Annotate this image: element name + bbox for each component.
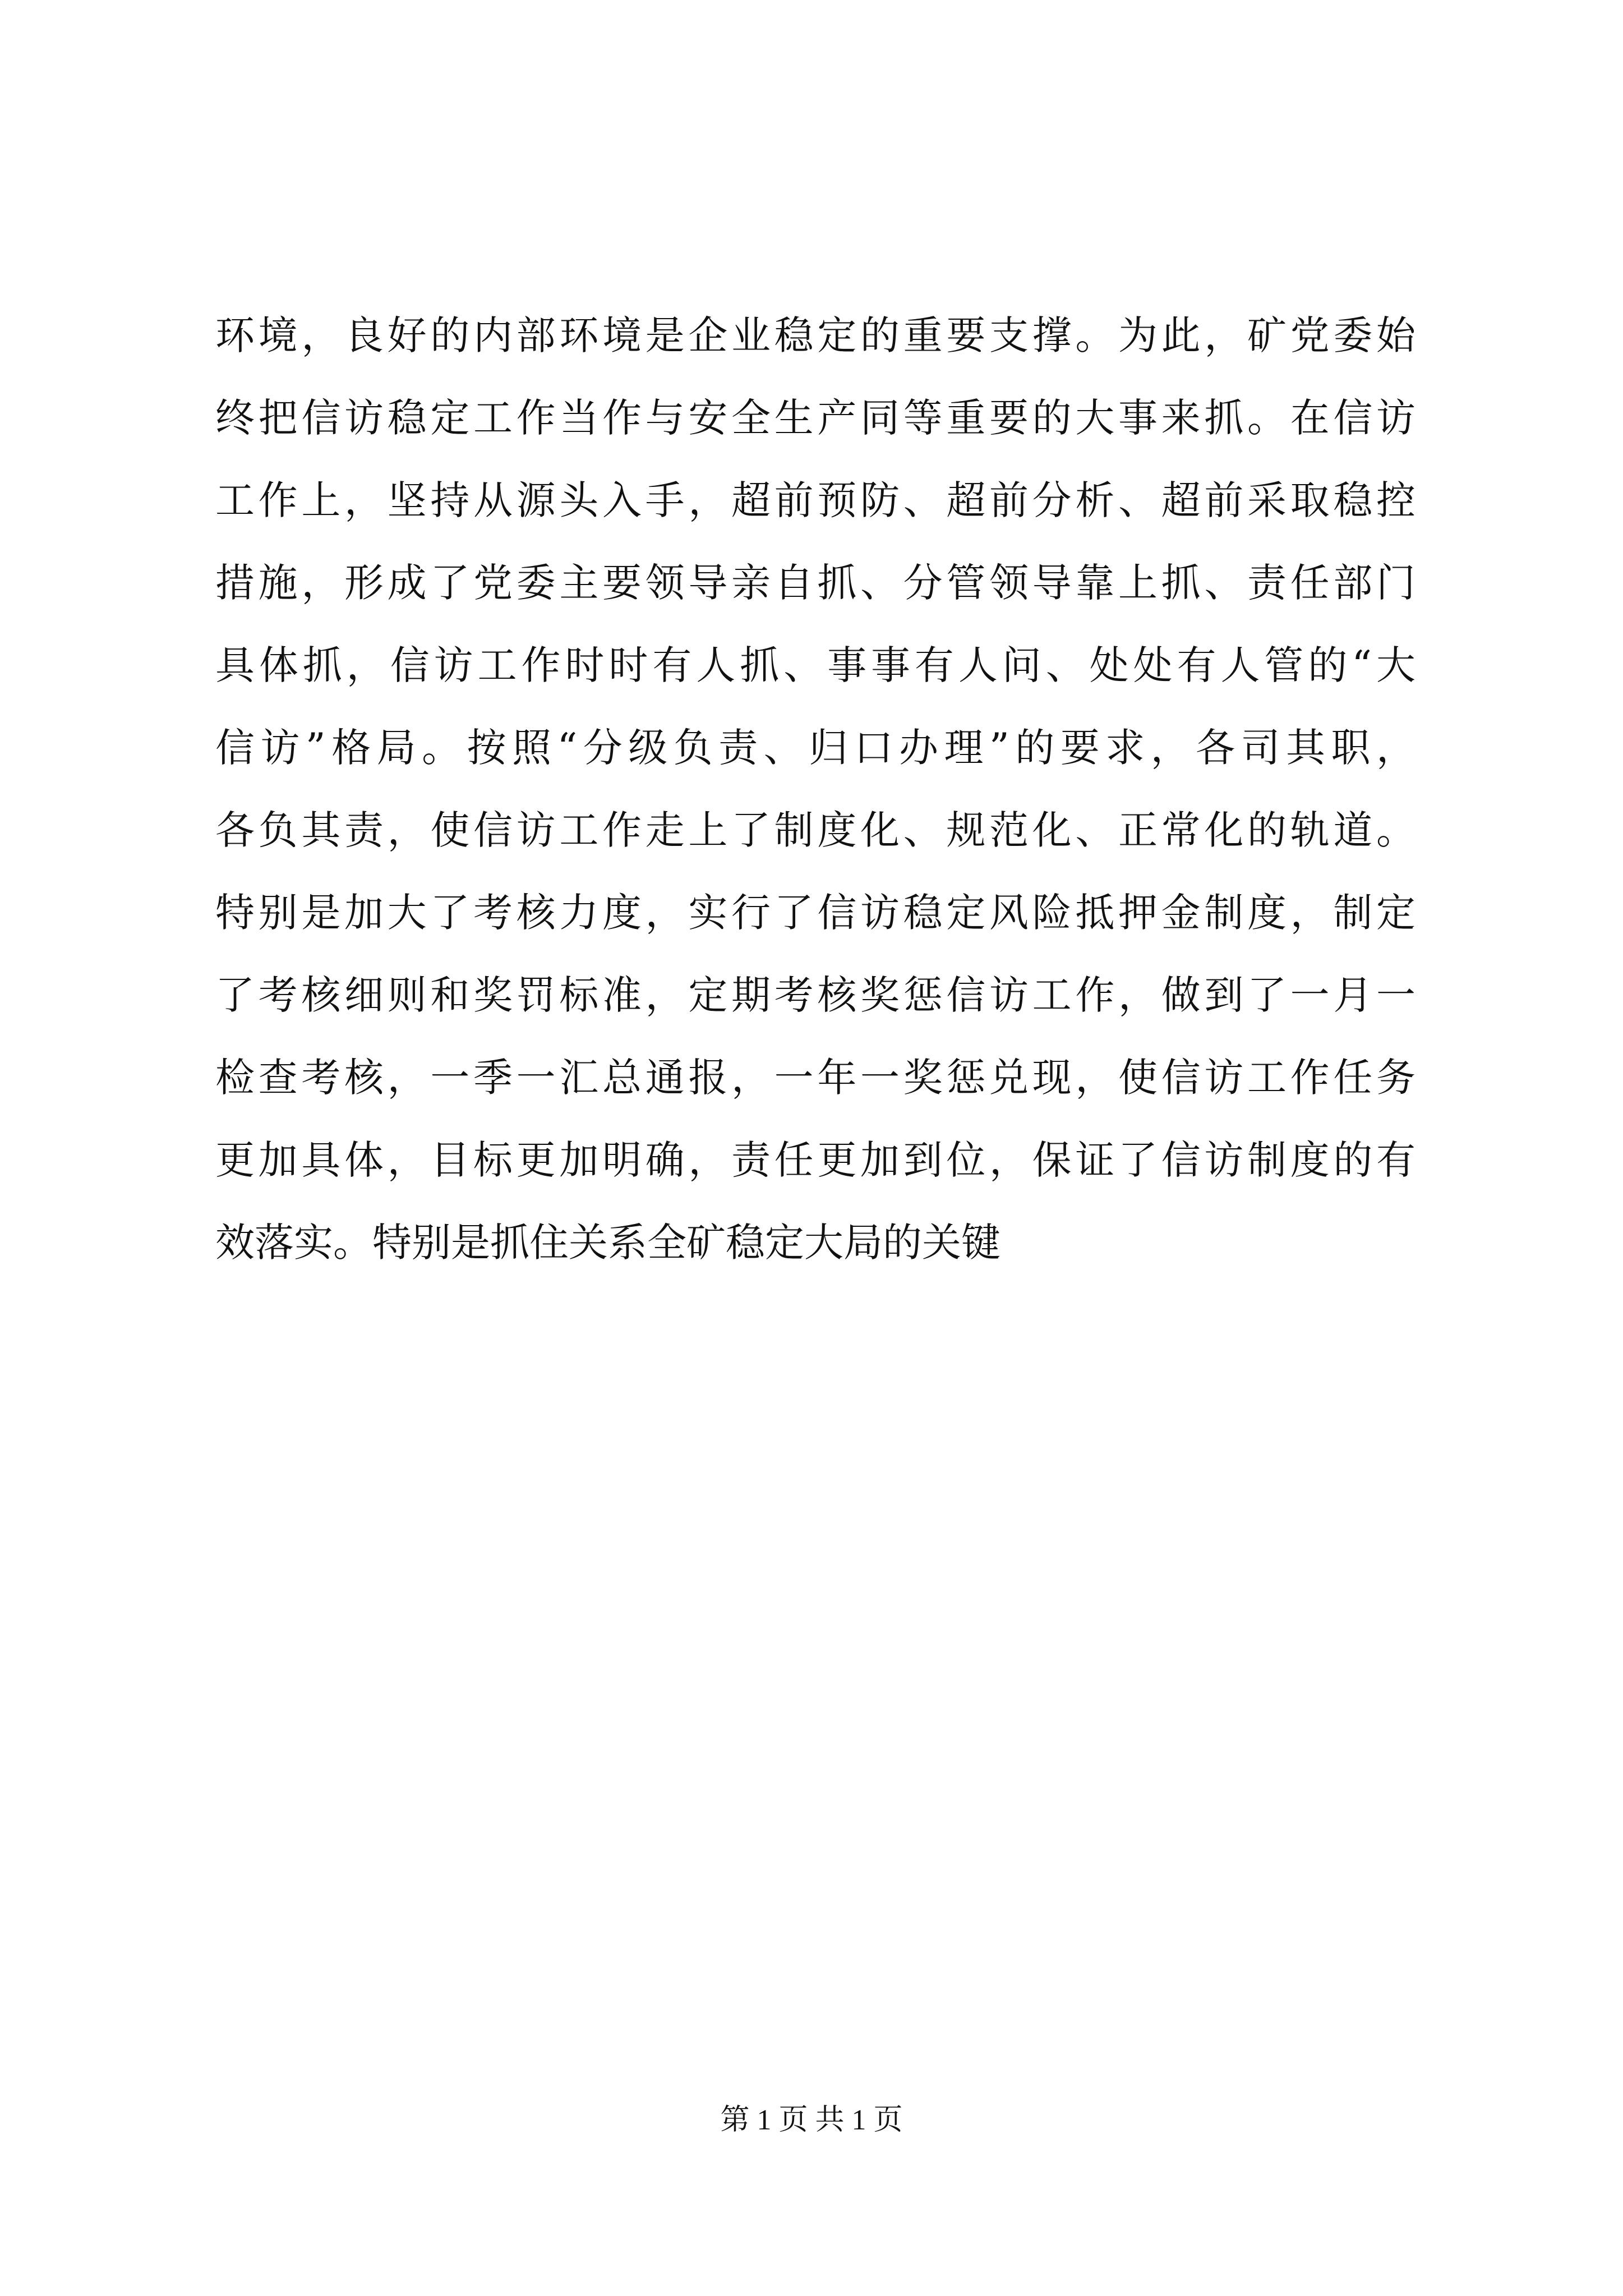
text-line: 了考核细则和奖罚标准，定期考核奖惩信访工作，做到了一月一 xyxy=(215,972,1415,1018)
text-line: 具体抓，信访工作时时有人抓、事事有人问、处处有人管的“大 xyxy=(215,642,1415,688)
body-paragraph xyxy=(215,295,1415,1284)
page-number-label: 第 1 页 共 1 页 xyxy=(720,2104,903,2136)
text-line: 环境，良好的内部环境是企业稳定的重要支撑。为此，矿党委始 xyxy=(215,312,1415,358)
text-line: 检查考核，一季一汇总通报，一年一奖惩兑现，使信访工作任务 xyxy=(215,1055,1415,1101)
text-line: 措施，形成了党委主要领导亲自抓、分管领导靠上抓、责任部门 xyxy=(215,560,1415,606)
text-line: 更加具体，目标更加明确，责任更加到位，保证了信访制度的有 xyxy=(215,1137,1415,1183)
text-line: 信访”格局。按照“分级负责、归口办理”的要求，各司其职， xyxy=(215,725,1415,771)
text-line: 终把信访稳定工作当作与安全生产同等重要的大事来抓。在信访 xyxy=(215,395,1415,441)
text-line: 特别是加大了考核力度，实行了信访稳定风险抵押金制度，制定 xyxy=(215,890,1415,936)
page-footer xyxy=(0,2101,1623,2140)
text-line: 效落实。特别是抓住关系全矿稳定大局的关键 xyxy=(215,1220,1000,1266)
text-line: 各负其责，使信访工作走上了制度化、规范化、正常化的轨道。 xyxy=(215,807,1415,853)
text-line: 工作上，坚持从源头入手，超前预防、超前分析、超前采取稳控 xyxy=(215,477,1415,523)
